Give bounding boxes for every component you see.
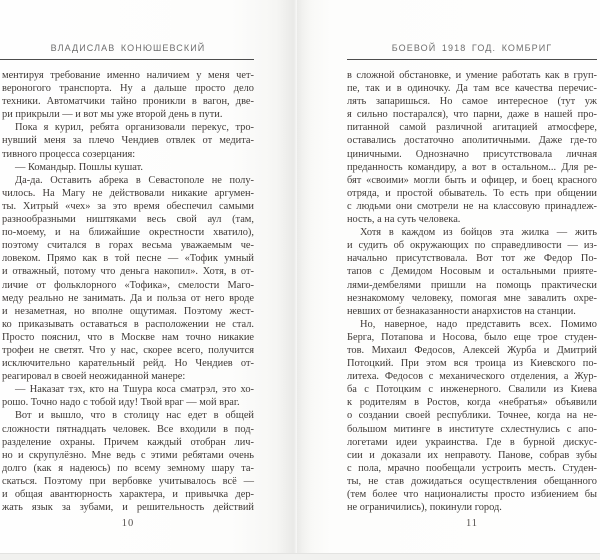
text-line: ты, не став дожидаться осуществления обещанного: [347, 475, 597, 487]
text-line: поэтому считался в горах весьма уважаемым че-: [2, 240, 254, 252]
text-line: ментируя требование именно наличием у меня чет-: [2, 70, 254, 81]
text-line: и отважный, потому что деньга накопил». Хотя, в от-: [2, 266, 254, 278]
text-line: вероногого транспорта. Ну а дальше просто дело: [2, 83, 254, 95]
text-line: ты. Хитрый «чех» за это время обеспечил самыми: [2, 200, 254, 212]
text-line: большом митинге в институте схлестнулись с апо-: [347, 423, 597, 435]
text-line: долго (как я надеюсь) по всему земному шару та-: [2, 462, 254, 474]
right-page[interactable]: [297, 0, 600, 553]
text-line: тапов с Демидом Носовым и остальными прияте-: [347, 266, 597, 278]
text-line: преданность командиру, а вот в остальном... Для ре-: [347, 161, 597, 173]
text-line: о создании своей республики. Точнее, когда на не-: [347, 410, 597, 422]
page-number: 11: [465, 518, 479, 529]
text-line: реагировал в своей неожиданной манере:: [2, 371, 186, 383]
text-line: я сильно постарался), что парни, даже в нашей про-: [347, 109, 597, 121]
text-line: ловеком. Прямо как в той песне — «Тофик умный: [2, 253, 254, 265]
text-line: и незаметная, но вполне ощутимая. Поэтому жест-: [2, 305, 254, 317]
text-line: — Наказат тэх, кто на Тшура коса сматрэл, это хо-: [15, 384, 254, 396]
text-line: сложности пятнадцать человек. Все входили в под-: [2, 423, 254, 435]
page-text: [2, 69, 254, 514]
text-line: ри прикрыли — и вот мы уже второй день в пути.: [2, 109, 223, 121]
text-line: ба с Потоцким с инженерного. Свалили из Киева: [347, 384, 597, 396]
header-rule: [347, 59, 597, 60]
text-line: бят «своими» могли быть и офицер, и боец красного: [347, 174, 597, 186]
text-line: (тем более что националисты просто избиением бы: [347, 489, 597, 500]
text-line: незнакомому человеку, помогая мне завалить охре-: [347, 292, 597, 304]
text-line: разнообразными ништяками весь свой аул (там,: [2, 214, 254, 226]
text-line: и судить об окружающих по справедливости — из-: [347, 240, 597, 252]
header-rule: [0, 59, 254, 60]
text-line: тов. Михаил Федосов, Алексей Журба и Дмитрий: [347, 344, 597, 356]
text-line: но и скрупулёзно. Мне ведь с этими ребятами очень: [2, 449, 254, 461]
running-header-title: БОЕВОЙ 1918 ГОД. КОМБРИГ: [391, 43, 553, 53]
running-header-author: ВЛАДИСЛАВ КОНЮШЕВСКИЙ: [50, 43, 206, 53]
text-line: исключительно карательный рейд. Но Чендиев от-: [2, 358, 254, 370]
text-line: чилось. На Магу не действовали никакие аргумен-: [2, 187, 254, 199]
text-line: рошо. Точно надо с тобой иду! Твой враг — мой враг.: [2, 397, 240, 409]
text-line: тивного процесса созерцания:: [2, 148, 136, 160]
left-page-column: [2, 0, 254, 553]
text-line: циничными. Однозначно присутствовала личная: [347, 148, 597, 160]
text-line: разделение охраны. Причем каждый отобран лич-: [2, 436, 254, 448]
text-line: жать язык за зубами, и решительность действий: [2, 502, 254, 514]
text-line: и общая авантюрность характера, и привычка дер-: [2, 489, 254, 500]
text-line: питанной самой различной агитацией атмосфере,: [347, 122, 597, 134]
text-line: логетами идеи украинства. Где в бурной дискус-: [347, 436, 597, 448]
text-line: ность, а на суть человека.: [347, 214, 461, 226]
text-line: Да-да. Оставить абрека в Севастополе не полу-: [15, 174, 254, 186]
page-text: [347, 69, 597, 514]
page-bottom-edge: [0, 553, 600, 560]
text-line: техники. Автоматчики тайно проникли в вагон, две-: [2, 96, 254, 108]
text-line: начально присутствовала. Вот тот же Федор По-: [347, 253, 597, 265]
text-line: Потоцкий. При этом вся троица из Киевского по-: [347, 358, 597, 370]
right-page-column: [347, 0, 597, 553]
text-line: по-моему, и на ближайшие окрестности хватило),: [2, 227, 254, 239]
text-line: Пока я курил, ребята организовали перекус, тро-: [15, 122, 254, 134]
text-line: нувший меня за плечо Чендиев отвлек от медита-: [2, 135, 254, 147]
left-page[interactable]: [0, 0, 297, 553]
text-line: личие от фольклорного «Тофика», смелости Маго-: [2, 279, 254, 291]
text-line: пе, так и в одиночку. Да там все качества перечис-: [347, 83, 597, 95]
text-line: Просто пояснил, что в Москве нам точно никакие: [2, 331, 254, 343]
text-line: оставались достаточно аполитичными. Даже где-то: [347, 135, 597, 147]
text-line: не ограничились), покинули город.: [347, 502, 502, 514]
text-line: Но, наверное, надо представить всех. Помимо: [360, 318, 597, 330]
text-line: — Командыр. Пошлы кушат.: [15, 161, 143, 173]
text-line: литеха. Федосов с механического отделения, а Жур-: [347, 371, 597, 383]
text-line: лять запаришься. Но самое интересное (тут уж: [347, 96, 597, 108]
text-line: Хотя в каждом из бойцов эта жилка — жить: [360, 227, 597, 239]
text-line: меду реально не занимать. Да и польза от него вроде: [2, 292, 254, 304]
text-line: скаться. Поэтому при вербовке учитывалось всё —: [2, 475, 254, 487]
text-line: в сложной обстановке, и умение работать как в груп-: [347, 70, 597, 81]
text-line: сии и доказали их неправоту. Панове, собрав зубы: [347, 449, 597, 461]
text-line: Берга, Потапова и Носова, было еще трое студен-: [347, 331, 597, 343]
page-number: 10: [121, 518, 135, 529]
text-line: Вот и вышло, что в столицу нас едет в общей: [15, 410, 254, 422]
text-line: невших от безнаказанности анархистов на станции.: [347, 305, 576, 317]
text-line: отряда, и простой обыватель. То есть при общении: [347, 187, 597, 199]
text-line: трофеи не светят. Что у нас, скорее всего, получится: [2, 344, 254, 356]
text-line: ко приказывать оставаться в расположении не стал.: [2, 318, 254, 330]
text-line: с людьми они смотрели не на классовую принадлеж-: [347, 200, 597, 212]
text-line: с пола, мрачно пообещали устроить месть. Студен-: [347, 462, 597, 474]
text-line: к родителям в Ростов, когда «небратья» объявили: [347, 397, 597, 409]
text-line: лями-дембелями пришли на помощь практически: [347, 279, 597, 291]
